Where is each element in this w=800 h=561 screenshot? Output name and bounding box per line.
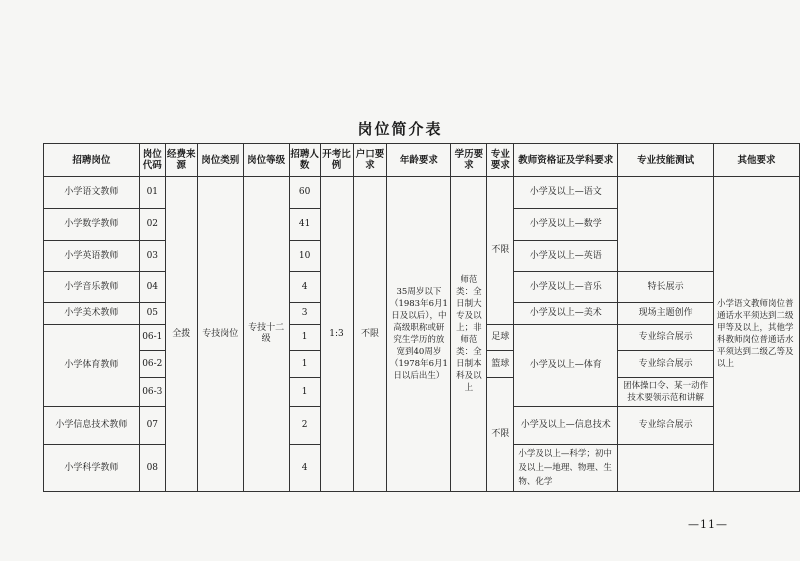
cert-cell: 小学及以上—科学；初中及以上—地理、物理、生物、化学 <box>514 445 618 492</box>
age-cell: 35周岁以下（1983年6月1日及以后），中高级职称或研究生学历的放宽到40周岁（1978年6月1日以后出生） <box>387 177 451 492</box>
code-cell: 05 <box>139 303 165 325</box>
education-cell: 师范类：全日制大专及以上；非师范类：全日制本科及以上 <box>451 177 487 492</box>
count-cell: 4 <box>289 272 320 303</box>
header-grade: 岗位等级 <box>243 144 289 177</box>
code-cell: 06-1 <box>139 325 165 351</box>
cert-cell: 小学及以上—数学 <box>514 209 618 241</box>
code-cell: 02 <box>139 209 165 241</box>
position-table <box>43 143 800 492</box>
table-row <box>44 177 800 209</box>
funding-cell: 全拨 <box>165 177 197 492</box>
header-cert: 教师资格证及学科要求 <box>514 144 618 177</box>
header-code: 岗位代码 <box>139 144 165 177</box>
count-cell: 2 <box>289 407 320 445</box>
header-row <box>44 144 800 177</box>
code-cell: 08 <box>139 445 165 492</box>
code-cell: 06-3 <box>139 378 165 407</box>
cert-cell: 小学及以上—音乐 <box>514 272 618 303</box>
count-cell: 1 <box>289 351 320 378</box>
post-cell: 小学英语教师 <box>44 241 140 272</box>
cert-cell: 小学及以上—美术 <box>514 303 618 325</box>
post-cell: 小学体育教师 <box>44 325 140 407</box>
count-cell: 10 <box>289 241 320 272</box>
header-major: 专业要求 <box>487 144 514 177</box>
category-cell: 专技岗位 <box>197 177 243 492</box>
cert-cell: 小学及以上—体育 <box>514 325 618 407</box>
post-cell: 小学音乐教师 <box>44 272 140 303</box>
count-cell: 3 <box>289 303 320 325</box>
skill-cell: 专业综合展示 <box>618 325 714 351</box>
skill-cell: 专业综合展示 <box>618 351 714 378</box>
major-unlimited-bottom: 不限 <box>487 378 514 492</box>
count-cell: 41 <box>289 209 320 241</box>
skill-cell: 特长展示 <box>618 272 714 303</box>
code-cell: 03 <box>139 241 165 272</box>
page-title: 岗位简介表 <box>357 120 443 138</box>
header-funding: 经费来源 <box>165 144 197 177</box>
code-cell: 07 <box>139 407 165 445</box>
header-education: 学历要求 <box>451 144 487 177</box>
post-cell: 小学信息技术教师 <box>44 407 140 445</box>
count-cell: 60 <box>289 177 320 209</box>
skill-cell: 现场主题创作 <box>618 303 714 325</box>
page-number: —11— <box>688 518 728 531</box>
post-cell: 小学科学教师 <box>44 445 140 492</box>
header-skill: 专业技能测试 <box>618 144 714 177</box>
count-cell: 4 <box>289 445 320 492</box>
hukou-cell: 不限 <box>353 177 387 492</box>
skill-cell <box>618 445 714 492</box>
code-cell: 01 <box>139 177 165 209</box>
cert-cell: 小学及以上—英语 <box>514 241 618 272</box>
major-unlimited-top: 不限 <box>487 177 514 325</box>
post-cell: 小学美术教师 <box>44 303 140 325</box>
post-cell: 小学语文教师 <box>44 177 140 209</box>
header-count: 招聘人数 <box>289 144 320 177</box>
skill-cell-empty <box>618 177 714 272</box>
major-football: 足球 <box>487 325 514 351</box>
header-other: 其他要求 <box>714 144 800 177</box>
header-ratio: 开考比例 <box>320 144 353 177</box>
count-cell: 1 <box>289 378 320 407</box>
cert-cell: 小学及以上—信息技术 <box>514 407 618 445</box>
cert-cell: 小学及以上—语文 <box>514 177 618 209</box>
header-hukou: 户口要求 <box>353 144 387 177</box>
post-cell: 小学数学教师 <box>44 209 140 241</box>
header-category: 岗位类别 <box>197 144 243 177</box>
code-cell: 06-2 <box>139 351 165 378</box>
skill-cell: 团体操口令、某一动作技术要领示范和讲解 <box>618 378 714 407</box>
header-age: 年龄要求 <box>387 144 451 177</box>
grade-cell: 专技十二级 <box>243 177 289 492</box>
ratio-cell: 1:3 <box>320 177 353 492</box>
skill-cell: 专业综合展示 <box>618 407 714 445</box>
count-cell: 1 <box>289 325 320 351</box>
other-cell: 小学语文教师岗位普通话水平须达到二级甲等及以上，其他学科教师岗位普通话水平须达到二级乙等及以上 <box>714 177 800 492</box>
code-cell: 04 <box>139 272 165 303</box>
major-basketball: 篮球 <box>487 351 514 378</box>
header-post: 招聘岗位 <box>44 144 140 177</box>
